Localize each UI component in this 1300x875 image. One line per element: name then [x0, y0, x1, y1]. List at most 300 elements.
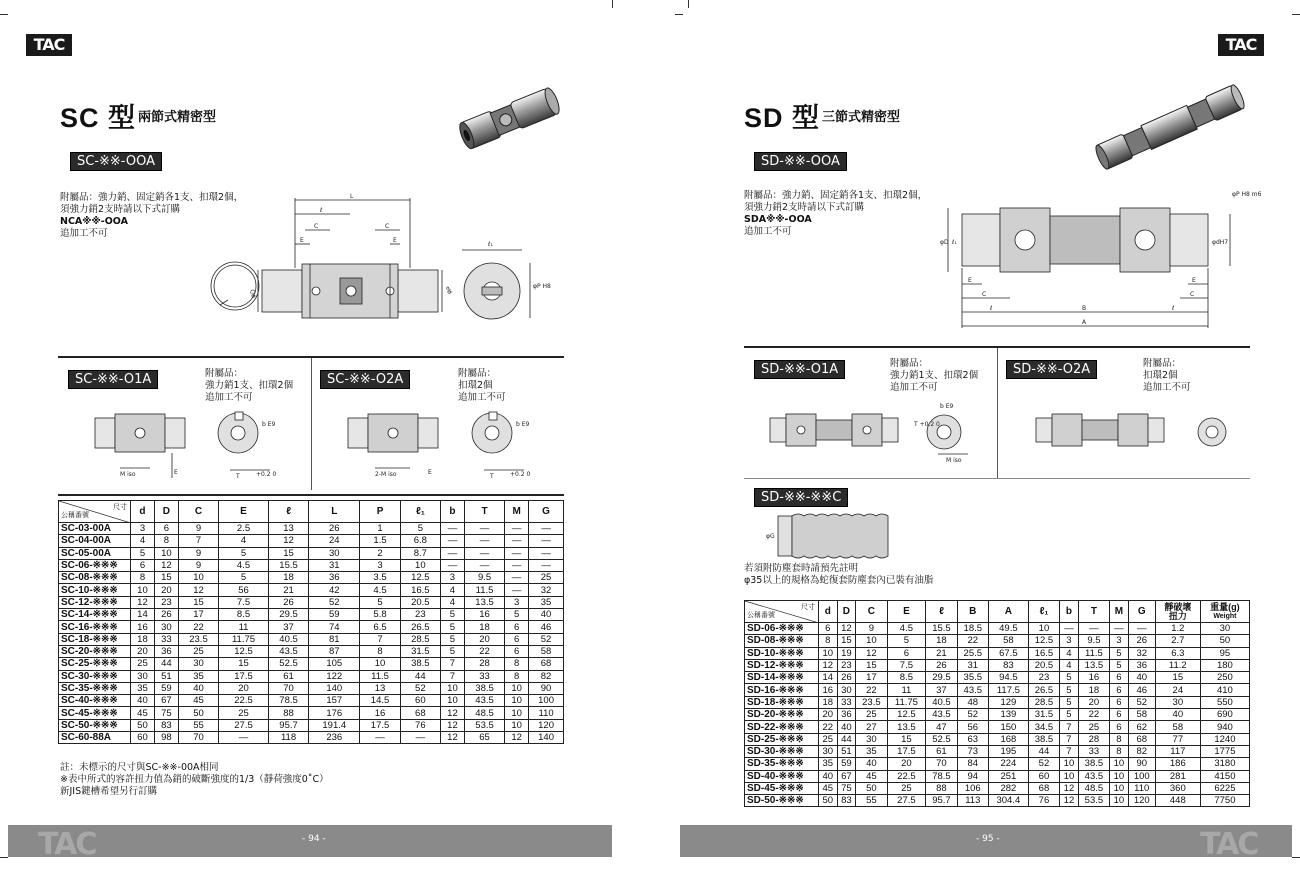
table-cell: 15.5 — [926, 623, 957, 635]
table-cell: 1 — [360, 523, 400, 535]
table-cell: 26 — [926, 659, 957, 671]
table-cell: 78.5 — [926, 770, 957, 782]
model-number-cell: SD-10-※※※ — [745, 647, 819, 659]
table-cell: 6 — [1110, 672, 1129, 684]
column-header: L — [309, 501, 360, 523]
table-cell: 10 — [1060, 758, 1079, 770]
table-cell: 68 — [1128, 733, 1155, 745]
table-cell: 236 — [309, 732, 360, 744]
table-cell: 40 — [1128, 672, 1155, 684]
table-cell: 1240 — [1200, 733, 1249, 745]
table-cell: 8 — [505, 658, 529, 670]
table-cell: 5 — [440, 645, 464, 657]
table-cell: 95.7 — [268, 719, 308, 731]
table-row — [745, 635, 1250, 647]
table-cell: 30 — [837, 684, 856, 696]
table-cell: 44 — [154, 658, 178, 670]
table-cell: 18 — [1078, 684, 1109, 696]
table-cell: 84 — [957, 758, 988, 770]
table-cell: 52.5 — [926, 733, 957, 745]
table-cell: 4 — [440, 596, 464, 608]
table-cell: 28 — [464, 658, 504, 670]
page-footer-bar — [8, 825, 612, 862]
table-cell: 45 — [178, 695, 218, 707]
table-cell: 13.5 — [1078, 659, 1109, 671]
table-cell: 37 — [268, 621, 308, 633]
table-cell: 3 — [505, 596, 529, 608]
table-cell: 6 — [819, 623, 838, 635]
table-cell: 22.5 — [219, 695, 269, 707]
table-cell: 12 — [1060, 782, 1079, 794]
table-cell: 8.5 — [219, 609, 269, 621]
table-cell: 95.7 — [926, 795, 957, 807]
table-cell: 88 — [268, 707, 308, 719]
model-number-cell: SC-05-00A — [59, 547, 131, 559]
table-cell: 7 — [1060, 745, 1079, 757]
dim-P: φP — [446, 286, 453, 294]
table-cell: 61 — [926, 745, 957, 757]
table-cell: 38.5 — [1028, 733, 1059, 745]
table-cell: 36 — [309, 572, 360, 584]
crop-mark — [1292, 14, 1300, 15]
table-cell: 81 — [309, 633, 360, 645]
weight-column-header-line: 重量(g) — [1210, 601, 1240, 612]
note-line: 追加工不可 — [744, 226, 792, 237]
table-cell: 50 — [178, 707, 218, 719]
table-cell: 20 — [131, 645, 155, 657]
table-cell: 35 — [819, 758, 838, 770]
table-cell: 13.5 — [887, 721, 926, 733]
table-cell: 32 — [1128, 647, 1155, 659]
table-cell: 5 — [400, 523, 440, 535]
table-row — [59, 645, 564, 657]
table-cell: 11 — [219, 621, 269, 633]
table-cell: 51 — [837, 745, 856, 757]
dim-G: φG — [766, 533, 775, 540]
dim-E: E — [968, 277, 972, 284]
table-row — [745, 647, 1250, 659]
table-cell: 45 — [856, 770, 887, 782]
table-cell: 74 — [309, 621, 360, 633]
column-header: E — [887, 601, 926, 623]
table-cell: 15 — [178, 596, 218, 608]
table-cell: 36 — [837, 709, 856, 721]
model-title: SC 型 — [60, 103, 137, 133]
dim-l: ℓ — [1172, 305, 1175, 312]
table-cell: 40 — [856, 758, 887, 770]
table-cell: 5 — [440, 633, 464, 645]
dim-C: C — [1190, 291, 1195, 298]
dim-dH7: φdH7 — [1212, 239, 1229, 246]
model-subtitle: 兩節式精密型 — [138, 110, 217, 125]
table-cell: 68 — [1028, 782, 1059, 794]
table-cell: 4 — [1060, 647, 1079, 659]
table-cell: 52.5 — [268, 658, 308, 670]
table-cell: 22 — [957, 635, 988, 647]
table-cell: 4 — [1060, 659, 1079, 671]
sd-spec-table — [744, 600, 1250, 807]
sd-01a-02a-drawings — [768, 396, 1248, 466]
table-cell: — — [505, 547, 529, 559]
table-cell: 15 — [837, 635, 856, 647]
table-cell: 282 — [988, 782, 1028, 794]
table-cell: 5 — [1110, 647, 1129, 659]
table-cell: 281 — [1155, 770, 1200, 782]
table-cell: 9.5 — [464, 572, 504, 584]
table-row — [59, 547, 564, 559]
model-number-cell: SC-06-※※※ — [59, 559, 131, 571]
table-cell: 94 — [957, 770, 988, 782]
model-number-cell: SC-12-※※※ — [59, 596, 131, 608]
table-cell: 6.8 — [400, 535, 440, 547]
table-cell: 22.5 — [887, 770, 926, 782]
note-line: 附屬品： — [458, 368, 497, 379]
sd-bellows-boot-drawing — [766, 508, 910, 563]
column-header: M — [505, 501, 529, 523]
table-cell: 78.5 — [268, 695, 308, 707]
table-row — [59, 695, 564, 707]
table-cell: 5 — [1110, 659, 1129, 671]
table-cell: 40 — [837, 721, 856, 733]
crop-mark — [675, 14, 683, 15]
table-cell: 17.5 — [219, 670, 269, 682]
table-cell: 12.5 — [400, 572, 440, 584]
table-cell: 70 — [178, 732, 218, 744]
model-number-cell: SC-40-※※※ — [59, 695, 131, 707]
table-cell: 52 — [1128, 696, 1155, 708]
table-cell: 30 — [154, 621, 178, 633]
note-line: 若須附防塵套時請預先註明 — [744, 563, 859, 574]
table-cell: 120 — [1128, 795, 1155, 807]
table-cell: 8 — [819, 635, 838, 647]
table-cell: 68 — [529, 658, 564, 670]
table-cell: 31.5 — [1028, 709, 1059, 721]
table-cell: 50 — [1200, 635, 1249, 647]
table-cell: 6 — [1110, 709, 1129, 721]
table-cell: 7.5 — [887, 659, 926, 671]
dim-L: L — [350, 193, 354, 200]
table-cell: 8.5 — [887, 672, 926, 684]
table-cell: — — [529, 523, 564, 535]
table-cell: 87 — [309, 645, 360, 657]
column-header: T — [464, 501, 504, 523]
table-row — [745, 770, 1250, 782]
note-line: 追加工不可 — [890, 382, 938, 393]
table-cell: 15 — [219, 658, 269, 670]
table-cell: 53.5 — [1078, 795, 1109, 807]
table-cell: 47 — [926, 721, 957, 733]
table-cell: 8 — [154, 535, 178, 547]
model-number-cell: SC-60-88A — [59, 732, 131, 744]
column-header: C — [856, 601, 887, 623]
table-cell: 9 — [178, 559, 218, 571]
table-cell: 23 — [400, 609, 440, 621]
table-cell: 44 — [400, 670, 440, 682]
column-header: P — [360, 501, 400, 523]
table-cell: 157 — [309, 695, 360, 707]
table-cell: 98 — [154, 732, 178, 744]
table-cell: 10 — [505, 682, 529, 694]
table-row — [59, 707, 564, 719]
table-cell: 4.5 — [219, 559, 269, 571]
column-header: b — [1060, 601, 1079, 623]
table-cell: 304.4 — [988, 795, 1028, 807]
table-cell: 12 — [178, 584, 218, 596]
table-cell: 17 — [178, 609, 218, 621]
table-cell: 28 — [1078, 733, 1109, 745]
dim-E: E — [1192, 277, 1196, 284]
table-row — [745, 709, 1250, 721]
table-cell: 5 — [1060, 672, 1079, 684]
table-cell: 14.5 — [360, 695, 400, 707]
table-cell: — — [529, 535, 564, 547]
table-cell: 10 — [131, 584, 155, 596]
table-cell: 410 — [1200, 684, 1249, 696]
table-cell: 24 — [1155, 684, 1200, 696]
torque-column-header — [1155, 601, 1200, 623]
table-cell: 4 — [440, 584, 464, 596]
model-number-cell: SD-16-※※※ — [745, 684, 819, 696]
table-cell: 44 — [1028, 745, 1059, 757]
table-cell: 26.5 — [1028, 684, 1059, 696]
model-number-cell: SD-45-※※※ — [745, 782, 819, 794]
table-cell: 110 — [1128, 782, 1155, 794]
table-cell: 26 — [309, 523, 360, 535]
note-line: 追加工不可 — [1143, 382, 1191, 393]
table-cell: 38.5 — [1078, 758, 1109, 770]
crop-mark — [612, 0, 613, 8]
table-cell: 18 — [926, 635, 957, 647]
dim-E: E — [300, 237, 304, 244]
table-row — [59, 719, 564, 731]
column-header: d — [819, 601, 838, 623]
table-cell: 3 — [440, 572, 464, 584]
torque-column-header-line: 扭力 — [1168, 610, 1187, 621]
table-cell: 95 — [1200, 647, 1249, 659]
table-cell: 20 — [219, 682, 269, 694]
table-cell: 55 — [856, 795, 887, 807]
table-cell: 16 — [464, 609, 504, 621]
table-cell: 12 — [856, 647, 887, 659]
table-cell: 16 — [819, 684, 838, 696]
table-row — [59, 596, 564, 608]
table-cell: 40 — [178, 682, 218, 694]
note-line: 扣環2個 — [1143, 370, 1178, 381]
section-rule — [58, 494, 564, 496]
table-cell: 10 — [505, 707, 529, 719]
weight-column-header-line: Weight — [1213, 612, 1237, 620]
note-line: 強力銷1支、扣環2個 — [890, 370, 979, 381]
model-number-cell: SD-20-※※※ — [745, 709, 819, 721]
sd-coupling-photo — [1090, 82, 1250, 172]
crop-mark — [0, 14, 8, 15]
table-cell: 30 — [309, 547, 360, 559]
dim-E: E — [393, 237, 397, 244]
dim-l1: ℓ₁ — [952, 239, 957, 246]
table-row — [59, 658, 564, 670]
table-cell: 20 — [887, 758, 926, 770]
table-cell: 3180 — [1200, 758, 1249, 770]
table-cell: 17.5 — [887, 745, 926, 757]
dim-C: C — [314, 223, 319, 230]
dim-b: b E9 — [940, 403, 954, 410]
table-cell: 122 — [309, 670, 360, 682]
table-cell: 360 — [1155, 782, 1200, 794]
table-cell: 8.7 — [400, 547, 440, 559]
model-subtitle: 三節式精密型 — [822, 110, 901, 125]
dim-tolerance: +0.2 0 — [256, 471, 277, 478]
table-cell: 10 — [1110, 758, 1129, 770]
model-number-cell: SD-22-※※※ — [745, 721, 819, 733]
table-cell: 77 — [1155, 733, 1200, 745]
table-cell: 18.5 — [957, 623, 988, 635]
table-cell: — — [505, 584, 529, 596]
table-cell: 251 — [988, 770, 1028, 782]
table-cell: 150 — [988, 721, 1028, 733]
table-cell: 15.5 — [268, 559, 308, 571]
note-line: 追加工不可 — [60, 228, 108, 239]
note-line: 須強力銷2支時請以下式訂購 — [60, 204, 181, 215]
table-cell: 11.2 — [1155, 659, 1200, 671]
table-cell: 176 — [309, 707, 360, 719]
sc-01a-02a-drawings — [90, 408, 550, 488]
table-cell: 10 — [440, 682, 464, 694]
model-number-cell: SC-25-※※※ — [59, 658, 131, 670]
table-cell: 56 — [219, 584, 269, 596]
table-cell: 52 — [957, 709, 988, 721]
table-cell: 16.5 — [400, 584, 440, 596]
table-cell: 4.5 — [360, 584, 400, 596]
table-cell: 6 — [505, 621, 529, 633]
table-cell: 65 — [464, 732, 504, 744]
accessory-note-02a — [1143, 358, 1191, 394]
table-cell: 6 — [154, 523, 178, 535]
table-cell: 26 — [154, 609, 178, 621]
table-cell: 10 — [1060, 770, 1079, 782]
table-cell: 5 — [887, 635, 926, 647]
column-header: B — [957, 601, 988, 623]
model-number-cell: SC-04-00A — [59, 535, 131, 547]
table-row — [745, 782, 1250, 794]
table-cell: 5 — [1060, 684, 1079, 696]
table-cell: 35 — [529, 596, 564, 608]
table-cell: 43.5 — [268, 645, 308, 657]
table-cell: 180 — [1200, 659, 1249, 671]
table-cell: 38.5 — [400, 658, 440, 670]
table-cell: 20 — [819, 709, 838, 721]
order-code: NCA※※-OOA — [60, 216, 128, 227]
sd-00a-drawing — [940, 176, 1260, 336]
table-cell: 7 — [360, 633, 400, 645]
table-cell: 12 — [1060, 795, 1079, 807]
column-header: ℓ₁ — [400, 501, 440, 523]
table-cell: 67.5 — [988, 647, 1028, 659]
table-cell: 26 — [1128, 635, 1155, 647]
table-cell: 28.5 — [1028, 696, 1059, 708]
table-cell: 1775 — [1200, 745, 1249, 757]
table-cell: 10 — [856, 635, 887, 647]
table-row — [59, 732, 564, 744]
tac-watermark: TAC — [1200, 827, 1258, 862]
variant-tag-02a: SC-※※-O2A — [320, 370, 410, 389]
table-cell: — — [440, 523, 464, 535]
table-cell: 49.5 — [988, 623, 1028, 635]
table-cell: 50 — [856, 782, 887, 794]
table-cell: 6 — [131, 559, 155, 571]
variant-tag-00a: SD-※※-OOA — [754, 152, 847, 171]
table-cell: 26 — [268, 596, 308, 608]
table-cell: 105 — [309, 658, 360, 670]
table-cell: 60 — [400, 695, 440, 707]
table-row — [745, 795, 1250, 807]
note-line: 追加工不可 — [205, 392, 253, 403]
dim-E: E — [174, 469, 178, 476]
table-cell: 5 — [1060, 709, 1079, 721]
table-cell: 43.5 — [926, 709, 957, 721]
table-cell: 59 — [837, 758, 856, 770]
sc-coupling-photo — [455, 82, 565, 152]
table-cell: 27.5 — [887, 795, 926, 807]
table-cell: 12 — [440, 707, 464, 719]
column-header: ℓ — [268, 501, 308, 523]
dim-l: ℓ — [990, 305, 993, 312]
table-cell: 20 — [1078, 696, 1109, 708]
model-number-cell: SC-16-※※※ — [59, 621, 131, 633]
table-cell: 1.2 — [1155, 623, 1200, 635]
note-line: 強力銷1支、扣環2個 — [205, 380, 294, 391]
table-cell: 4150 — [1200, 770, 1249, 782]
tac-logo: TAC — [1218, 34, 1264, 56]
table-cell: 20.5 — [1028, 659, 1059, 671]
table-cell: 10 — [505, 695, 529, 707]
table-cell: 43.5 — [957, 684, 988, 696]
table-cell: 224 — [988, 758, 1028, 770]
table-cell: — — [219, 732, 269, 744]
note-line: 附屬品：強力銷、固定銷各1支、扣環2個， — [744, 190, 928, 201]
table-cell: 14 — [131, 609, 155, 621]
table-cell: 12.5 — [219, 645, 269, 657]
table-row — [745, 623, 1250, 635]
table-row — [745, 684, 1250, 696]
dim-D: φD — [940, 239, 949, 246]
table-cell: 15 — [1155, 672, 1200, 684]
table-cell: 20 — [464, 633, 504, 645]
table-cell: 7 — [440, 670, 464, 682]
variant-tag-00a: SC-※※-OOA — [70, 152, 162, 171]
table-cell: 45 — [819, 782, 838, 794]
table-cell: 83 — [154, 719, 178, 731]
table-cell: 52 — [1028, 758, 1059, 770]
model-number-cell: SC-14-※※※ — [59, 609, 131, 621]
table-cell: 25 — [219, 707, 269, 719]
table-row — [745, 745, 1250, 757]
table-cell: 10 — [1110, 795, 1129, 807]
table-cell: 100 — [1128, 770, 1155, 782]
table-cell: 36 — [1128, 659, 1155, 671]
table-row — [59, 535, 564, 547]
table-cell: 27 — [856, 721, 887, 733]
table-cell: 10 — [819, 647, 838, 659]
table-cell: 12 — [837, 623, 856, 635]
table-cell: 82 — [529, 670, 564, 682]
section-rule — [744, 478, 1250, 479]
table-cell: — — [529, 547, 564, 559]
table-cell: 42 — [309, 584, 360, 596]
table-cell: 76 — [400, 719, 440, 731]
table-cell: 7.5 — [219, 596, 269, 608]
table-cell: 8 — [1110, 745, 1129, 757]
table-cell: 3 — [360, 559, 400, 571]
